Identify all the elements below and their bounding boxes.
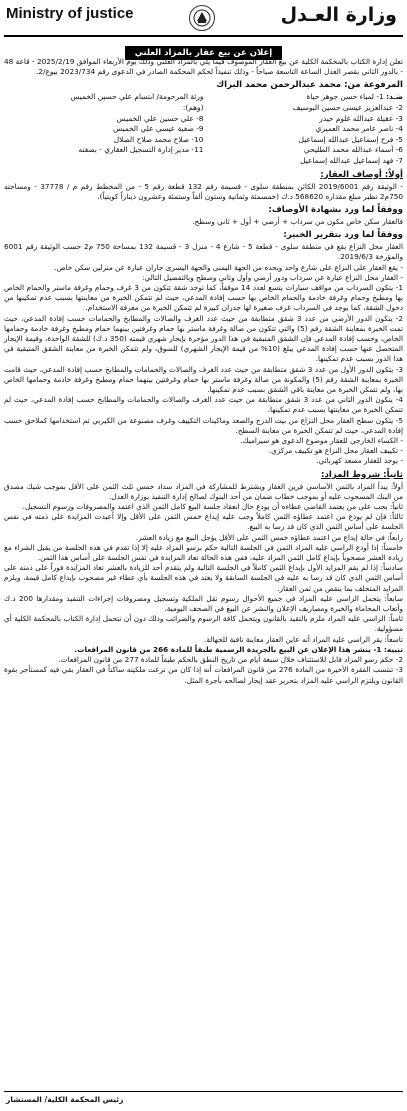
defendants-block [4,92,403,166]
condition-item: ثالثاً: فإن لم يودع من اعتمد عطاؤه الثمن كاملاً وجب عليه إيداع خمس الثمن على الأقل وإلا أعيدت المزايدة على ذمته في نفس الجلسة على أساس الثمن الذي كان قد رسا به البيع. [4,512,403,532]
defendant-item: 5- فرح إسماعيل عبدالله إسماعيل [298,134,403,144]
condition-item: رابعاً: في حالة إيداع من اعتمد عطاؤه خمس الثمن على الأقل يؤجل البيع مع زيادة العشر. [135,532,403,542]
expert-paragraph: - يقع العقار على النزاع على شارع واحد ويحده من الجهة اليمنى والجهة اليسرى جاران عبارة عن منزلين سكن خاص. [54,262,403,272]
condition-item: خامساً: إذا أودع الراسي عليه المزاد الثمن في الجلسة التالية حكم برسو المزاد عليه إلا إذا تقدم في هذه الجلسة من يقبل الشراء مع زيادة العشر مصحوباً بإيداع كامل الثمن المزاد عليه، ففي هذه الحالة تعاد المزايدة في نفس الجلسة على أساس هذا الثمن. [4,542,403,563]
expert-report-title: ووفقاً لما ورد بتقرير الخبير: [283,230,403,241]
ministry-name-arabic: وزارة العـدل [280,4,397,26]
expert-paragraph: - الكساء الخارجي للعقار موضوع الدعوى هو سيراميك. [240,436,403,446]
expert-paragraph: - تكييف العقار محل النزاع هو تكييف مركزي. [268,446,403,456]
note-item: تنبيه: 1- ينشر هذا الإعلان عن البيع بالجريدة الرسمية طبقاً للمادة 266 من قانون المرافعات. [74,644,403,654]
defendant-item: 10- صلاح محمد صلاح الصلال [113,134,204,144]
heirs-heading: ورثة المرحومة/ ابتسام علي حسين الخميس [70,92,204,102]
ministry-emblem-icon [189,5,215,31]
expert-paragraph: 3- يتكون الدور الأول من عدد 3 شقق متطابقة من حيث عدد الغرف والصالات والحمامات والمطابخ حسب إفادة المدعي، حيث قامت الخبرة بمعاينة الشقة رقم (5) والمكونة من صالة وغرفة ماستر بها حمام وغرفتين بينهما حمام ومطبخ وغرفة خادمة وحمامها الخاص بها، ولم تتمكن الخبرة من معاينة باقي الشقق بسبب عدم تمكينها. [4,364,403,395]
defendant-item: 9- صفية عيسى علي الخميس [113,124,204,134]
expert-paragraph: - العقار محل النزاع عبارة عن سرداب ودور أرضي وأول وثاني وسطح وبالتفصيل التالي: [142,272,403,282]
note-item: 2- حكم رسو المزاد قابل للاستئناف خلال سبعة أيام من تاريخ النطق بالحكم طبقاً للمادة 277 من قانون المرافعات. [58,655,403,665]
condition-item: ثامناً: الراسي عليه المزاد ملزم بالتقيد بالقانون ويتحمل كافة الرسوم والضرائب وذلك دون أن تتحمل إدارة الكتاب بالمحكمة الكلية أي مسؤولية. [4,614,403,634]
defendant-item: 8- علي حسين علي الخميس [116,113,204,123]
plaintiff-name: محمد عبدالرحمن محمد البراك [216,80,342,91]
plaintiff-line [4,79,403,91]
condition-item: تاسعاً: يقر الراسي عليه المزاد أنه عاين العقار معاينة نافية للجهالة. [203,634,403,644]
defendant-item: 1- لمياء حسن جوهر حياة [306,92,384,102]
expert-report-text: العقار محل النزاع يقع في منطقة سلوى - قطعة 5 - شارع 4 - منزل 3 - قسيمة 132 بمساحة 750 م2 حسب الوثيقة رقم 6001 والمؤرخة 2019/6/3. [4,242,404,262]
expert-paragraph: 5- يتكون سطح العقار محل النزاع من بيت الدرج والصعد وماكينات التكييف وغرف مصنوعة من الكيربي تم استخدامها كملاحق حسب إفادة المدعي، حيث لم تتمكن الخبرة من معاينة السطح. [4,415,403,435]
auction-conditions-title: ثانياً: شروط المزاد: [321,469,403,480]
defendant-item: 4- ناصر عامر محمد العميري [315,124,403,134]
property-description-text: - الوثيقة رقم 2019/6001 الكائن بمنطقة سلوى - قسيمة رقم 132 قطعة رقم 5 - من المخطط رقم م / 37778 - ومساحته 750م2 نظير مبلغ مقداره 568620 د.ك (خمسمئة وثمانية وستون ألفاً وستمئة وعشرون ديناراً كويتياً). [4,181,403,201]
certificate-text: فالعقار سكن خاص مكون من سرداب + أرضي + أول + ثاني وسطح. [192,216,403,226]
defendant-item: 11- مدير إدارة التسجيل العقاري - بصفته [78,145,204,155]
section-property-description-title: أولاً: أوصاف العقار: [320,169,403,180]
note-item: 3- تنتسب الفقرة الأخيرة من المادة 276 من قانون المرافعات أنه إذا كان من نزعت ملكيته ساكناً في العقار بقي فيه كمستأجر بقوة القانون ويلتزم الراسي عليه المزاد بتحرير عقد إيجار لصالحه بأجرة المثل. [4,665,403,685]
defendant-item: 2- عبدالعزيز عيسى حسين البوسيف [292,103,403,112]
expert-paragraph: 2- يتكون الدور الأرضي من عدد 3 شقق متطابقة من حيث عدد الغرف والصالات والمطابخ والحمامات حسب إفادة المدعي، حيث تمت الخبرة بمعاينة الشقة رقم (5) والتي تتكون من صالة وغرفة ماستر بها حمام وغرفتين بينهما حمام ومطبخ وغرفة خادمة وحمامها الخاص، وحسب إفادة المدعي فإن الشقق المتبقية في هذا الدور مؤجرة بإيجار شهري قيمته (350 د.ك) للشقة الواحدة، وقيمة الإيجار المتحصل عنها حسب إفادة المدعي يبلغ (10% من قيمة الإيجار الشهري) للسوق، ولم تتمكن الخبرة من معاينة الشقق المتبقية في هذا الدور بسبب عدم تمكينها. [4,313,404,364]
defendant-item: 3- عقيلة عبدالله غلوم حيدر [319,113,403,123]
condition-item: ثانياً: يجب على من يعتمد القاضي عطاءه أن يودع حال انعقاد جلسة البيع كامل الثمن الذي اعتمد والمصروفات ورسوم التسجيل. [22,502,403,512]
notice-header [4,3,403,37]
condition-item: أولاً: يبدأ المزاد بالثمن الأساسي قرين العقار ويشترط للمشاركة في المزاد سداد خمس ثلث الثمن على الأقل بموجب شيك مصدق من البنك المسحوب عليه أو بموجب خطاب ضمان من أحد البنوك لصالح إدارة التنفيذ بوزارة العدل. [4,481,403,501]
expert-paragraph: 1- يتكون السرداب من مواقف سيارات يتسع لعدد 14 موقفاً، كما توجد شقة تتكون من 3 غرف وحمام وغرفة ماستر والحمام الخاص بها ومطبخ وحمام وغرفة خادمة والحمام الخاص بها حسب إفادة المدعي، حيث لم تتمكن الخبرة من معاينتها بسبب عدم تمكينها من دخول الشقة، كما يوجد في السرداب غرف صغيرة لها جدران كبيرة لم تتمكن الخبرة من معرفة الاستخدام. [4,282,403,313]
intro-paragraph: تعلن إدارة الكتاب بالمحكمة الكلية عن بيع العقار الموصوف فيما يلي بالمزاد العلني وذلك يوم الأربعاء الموافق 2025/2/19 - قاعة 48 - بالدور الثاني بقصر العدل الساعة التاسعة صباحاً - وذلك تنفيذاً لحكم المحكمة الصادر في الدعوى رقم 2023/734 بيوع/2. [4,57,403,77]
heirs-subheading: (وهم): [182,103,204,112]
notice-footer [4,1091,403,1108]
against-label: ضـد: [386,92,403,102]
notice-banner: إعلان عن بيع عقار بالمزاد العلني [125,46,282,60]
plaintiff-label: المرفوعة من: [344,80,403,91]
certificate-section-title: ووفقاً لما ورد بشهادة الأوصاف: [268,204,403,215]
ministry-name-english: Ministry of justice [6,5,134,22]
expert-paragraph: 4- يتكون الدور الثاني من عدد 3 شقق متطابقة من حيث عدد الغرف والصالات والحمامات والمطابخ حسب إفادة المدعي، حيث لم تتمكن الخبرة من معاينتها بسبب عدم تمكينها. [4,395,403,415]
defendant-item: 7- فهد إسماعيل عبدالله إسماعيل [300,155,403,165]
signature-line: رئيس المحكمة الكلية/ المستشار [6,1095,124,1104]
defendant-item: 6- أسماء عبدالله محمد الطليحي [303,145,403,155]
defendants-left-column [4,92,204,166]
expert-paragraph: - يوجد للعقار مصعد كهربائي. [316,456,403,466]
defendants-right-column [204,92,404,166]
condition-item: سابعاً: يتحمل الراسي عليه المزاد في جميع الأحوال رسوم نقل الملكية وتسجيل ومصروفات إجراءات التنفيذ ومقدارها 200 د.ك وأتعاب المحاماة والخبرة ومصاريف الإعلان والنشر عن البيع في الصحف اليومية. [4,593,403,614]
condition-item: سادساً: إذا لم يقم المزايد الأول بإيداع الثمن كاملاً في الجلسة التالية ولم يتقدم أحد للزيادة بالعشر تعاد المزايدة فوراً على ذمته على أساس الثمن الذي كان قد رسا به عليه في الجلسة السابقة ولا يعتد في هذه الجلسة بأي عطاء غير مصحوب بإيداع كامل قيمة، ويلزم المزايد المتخلف بما ينقص من ثمن العقار. [4,563,403,593]
